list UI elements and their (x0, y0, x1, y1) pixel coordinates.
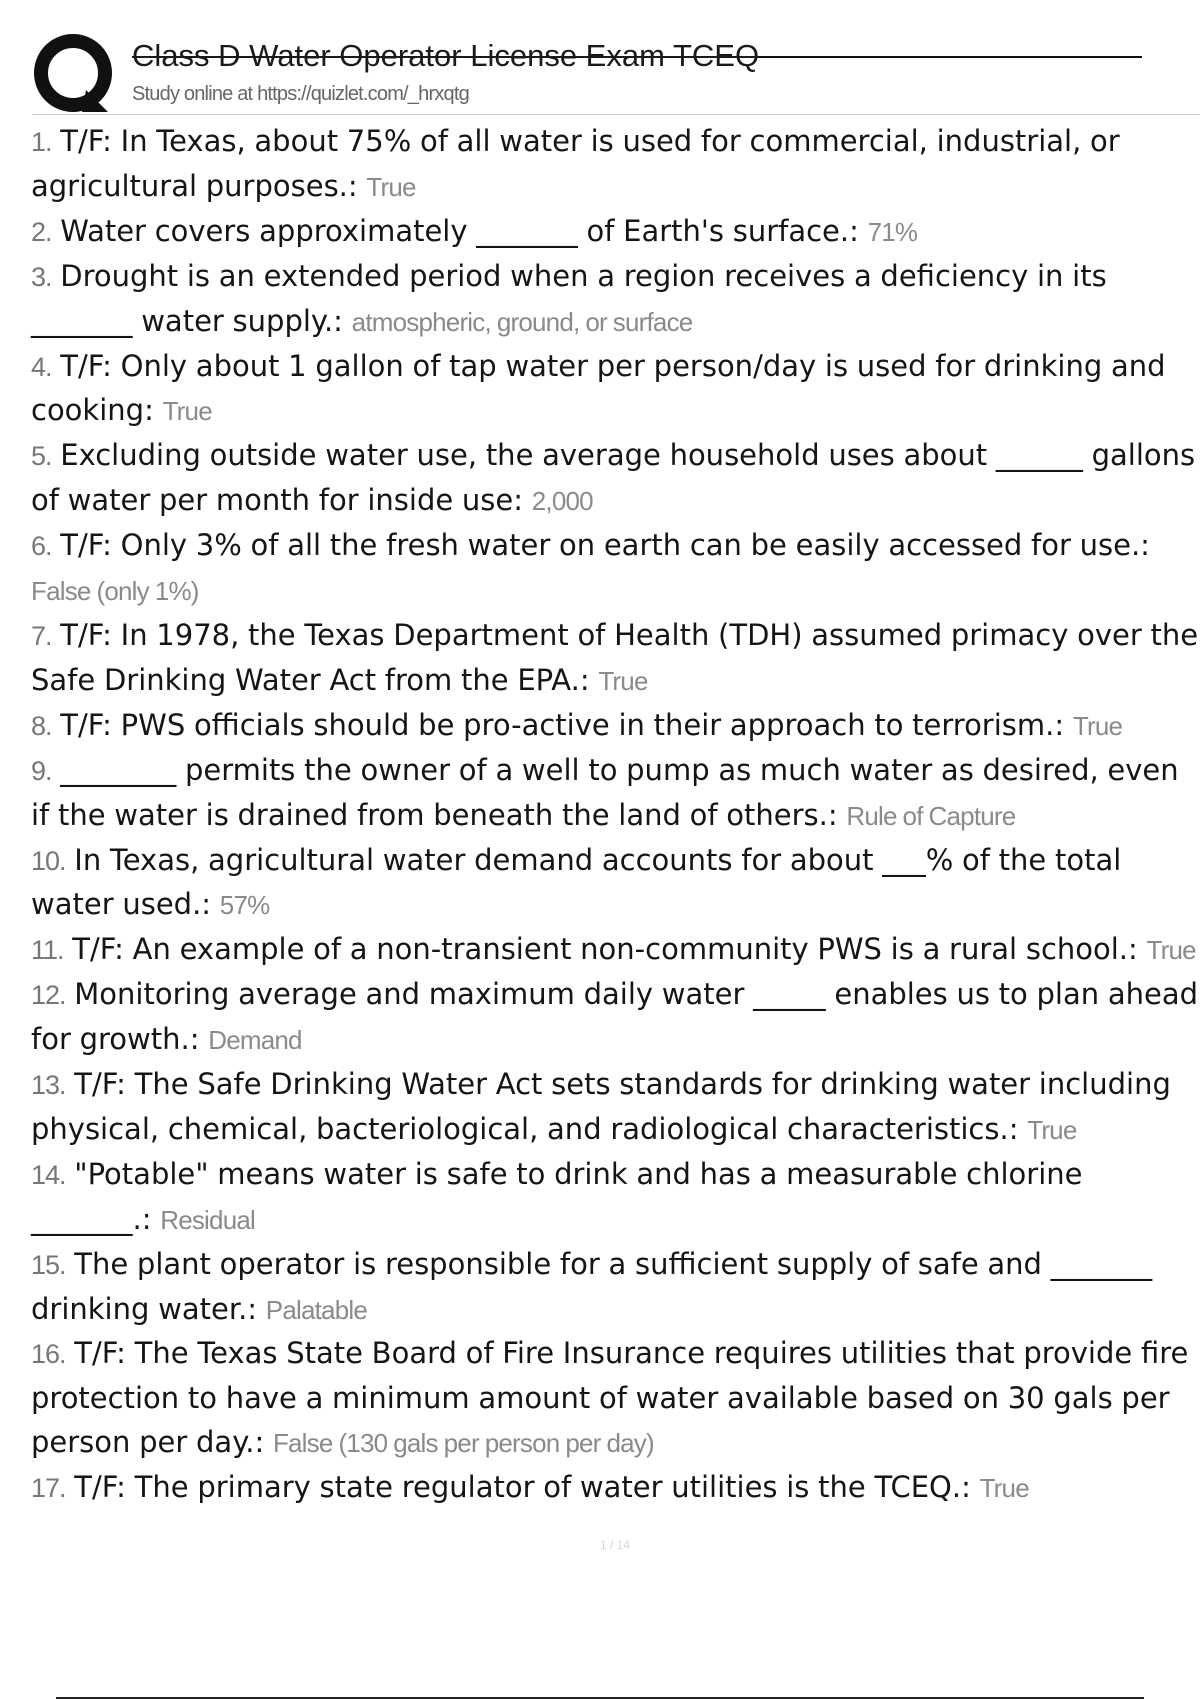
question-text: T/F: Only about 1 gallon of tap water per person/day is used for drinking and cooking: (31, 348, 1166, 428)
qa-item (31, 210, 1200, 255)
qa-item (31, 434, 1200, 524)
qa-item (31, 704, 1200, 749)
page-header (32, 28, 1200, 118)
question-number: 17. (31, 1473, 66, 1504)
question-number: 4. (31, 351, 52, 382)
answer-text: True (1146, 935, 1196, 966)
question-number: 2. (31, 216, 52, 247)
question-number: 8. (31, 710, 52, 741)
question-number: 1. (31, 127, 52, 157)
qa-item (31, 1153, 1200, 1243)
page-number: 1 / 14 (600, 1538, 631, 1552)
question-number: 13. (31, 1070, 66, 1101)
answer-text: Residual (160, 1204, 255, 1235)
answer-text: Palatable (265, 1294, 368, 1325)
question-number: 3. (31, 261, 52, 292)
qa-item (31, 973, 1200, 1063)
answer-text: 2,000 (531, 486, 593, 517)
question-text: T/F: In 1978, the Texas Department of Health (TDH) assumed primacy over the Safe Drinking Water Act from the EPA.: (31, 617, 1199, 697)
document-title: Class D Water Operator License Exam TCEQ (132, 38, 760, 73)
question-text: T/F: An example of a non-transient non-community PWS is a rural school.: (72, 932, 1138, 967)
question-text: In Texas, agricultural water demand accounts for about ___% of the total water used.: (31, 842, 1122, 922)
qa-item (31, 1243, 1200, 1333)
question-text: T/F: Only 3% of all the fresh water on earth can be easily accessed for use.: (60, 528, 1150, 563)
answer-text: atmospheric, ground, or surface (351, 306, 693, 337)
answer-text: 57% (219, 890, 270, 921)
qa-item (31, 255, 1200, 345)
qa-item (31, 524, 1200, 614)
qa-item (31, 345, 1200, 435)
answer-text: True (366, 171, 416, 202)
question-number: 16. (31, 1339, 66, 1370)
question-number: 6. (31, 531, 52, 562)
question-number: 11. (31, 935, 64, 966)
question-text: T/F: The primary state regulator of water utilities is the TCEQ.: (74, 1470, 971, 1505)
qa-item (31, 928, 1200, 973)
question-number: 7. (31, 620, 52, 651)
answer-text: False (only 1%) (31, 576, 199, 607)
question-text: ________ permits the owner of a well to pump as much water as desired, even if the water is drained from beneath the land of others.: (31, 752, 1179, 832)
qa-item (31, 1063, 1200, 1153)
question-number: 15. (31, 1249, 66, 1280)
answer-text: 71% (867, 216, 918, 247)
answer-text: True (1027, 1114, 1077, 1145)
answer-text: Rule of Capture (846, 800, 1016, 831)
answer-text: True (979, 1473, 1029, 1504)
qa-item (31, 120, 1200, 210)
question-number: 10. (31, 845, 66, 876)
qa-item (31, 749, 1200, 839)
question-number: 12. (31, 980, 66, 1011)
qa-item (31, 839, 1200, 929)
answer-text: True (1072, 710, 1123, 741)
answer-text: True (162, 396, 212, 427)
question-text: T/F: PWS officials should be pro-active in their approach to terrorism.: (60, 707, 1065, 742)
answer-text: Demand (208, 1025, 302, 1056)
question-text: "Potable" means water is safe to drink and has a measurable chlorine _______.: (31, 1156, 1083, 1236)
study-online-link[interactable]: Study online at https://quizlet.com/_hrxqtg (132, 83, 469, 105)
question-text: Monitoring average and maximum daily water _____ enables us to plan ahead for growth.: (31, 977, 1199, 1057)
question-text: T/F: The Safe Drinking Water Act sets standards for drinking water including physical, chemical, bacteriological, and radiological characteristics.: (31, 1067, 1171, 1146)
qa-item (31, 1466, 1200, 1511)
question-text: Drought is an extended period when a region receives a deficiency in its _______ water supply.: (31, 258, 1107, 338)
question-list (31, 120, 1200, 1511)
question-text: Water covers approximately _______ of Earth's surface.: (60, 213, 859, 248)
question-number: 5. (31, 441, 52, 472)
footer-divider (56, 1697, 1144, 1699)
answer-text: True (598, 665, 648, 696)
qa-item (31, 614, 1200, 704)
quizlet-q-logo-icon (32, 32, 144, 116)
question-text: T/F: In Texas, about 75% of all water is used for commercial, industrial, or agricultural purposes.: (31, 124, 1120, 203)
header-divider (32, 114, 1200, 115)
question-number: 9. (31, 755, 52, 786)
question-number: 14. (31, 1159, 66, 1190)
qa-item (31, 1332, 1200, 1466)
question-text: Excluding outside water use, the average household uses about ______ gallons of water per month for inside use: (31, 438, 1196, 518)
question-text: T/F: The Texas State Board of Fire Insurance requires utilities that provide fire protection to have a minimum amount of water available based on 30 gals per person per day.: (31, 1336, 1189, 1460)
question-text: The plant operator is responsible for a sufficient supply of safe and _______ drinking water.: (31, 1246, 1153, 1326)
answer-text: False (130 gals per person per day) (272, 1428, 654, 1459)
